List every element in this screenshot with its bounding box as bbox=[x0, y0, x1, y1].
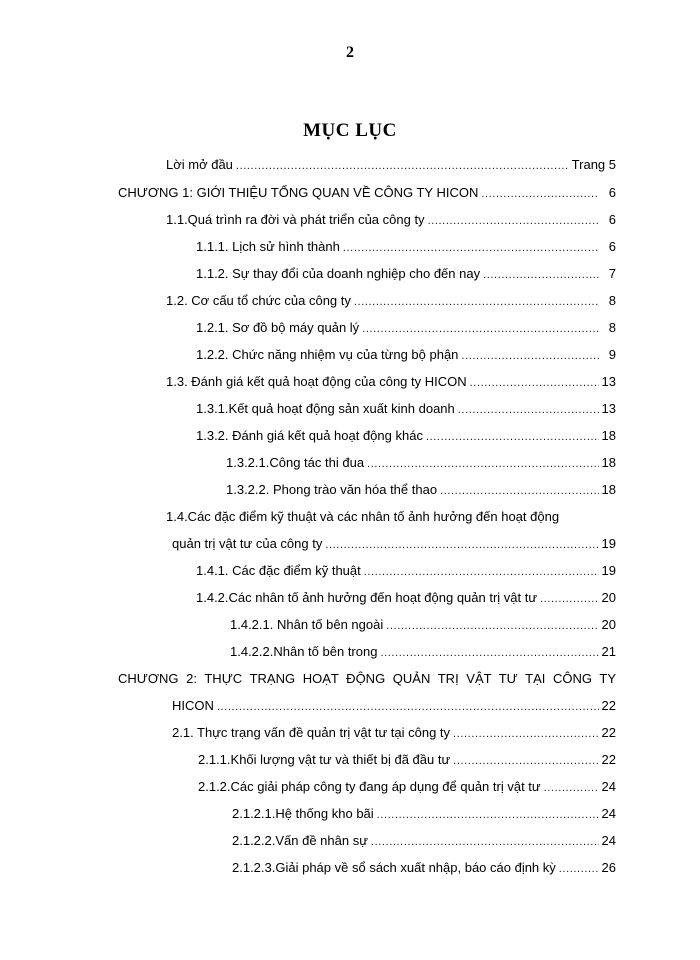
dot-leader bbox=[217, 698, 599, 716]
dot-leader bbox=[453, 725, 598, 743]
toc-entry-page: 6 bbox=[608, 239, 616, 254]
toc-entry-label: 2.1.2.3.Giải pháp về sổ sách xuất nhập, báo cáo định kỳ bbox=[232, 860, 556, 875]
dot-leader bbox=[544, 779, 599, 797]
toc-entry-page: 13 bbox=[601, 401, 616, 416]
toc-entry-page: 18 bbox=[601, 482, 616, 497]
dot-leader bbox=[367, 455, 598, 473]
toc-entry-label: 1.1.1. Lịch sử hình thành bbox=[196, 239, 340, 254]
dot-leader bbox=[461, 347, 599, 365]
toc-entry-1-4-1[interactable] bbox=[196, 562, 616, 581]
dot-leader bbox=[453, 752, 598, 770]
toc-entry-page: Trang 5 bbox=[571, 157, 616, 172]
toc-entry-label: quản trị vật tư của công ty bbox=[172, 536, 323, 551]
toc-entry-1-3[interactable] bbox=[166, 373, 616, 392]
toc-entry-1-1[interactable] bbox=[166, 211, 616, 230]
dot-leader bbox=[325, 536, 598, 554]
toc-entry-2-1-2-2[interactable] bbox=[232, 832, 616, 851]
toc-entry-page: 22 bbox=[601, 698, 616, 713]
dot-leader bbox=[380, 644, 598, 662]
toc-entry-label: HICON bbox=[172, 698, 214, 713]
dot-leader bbox=[236, 157, 569, 175]
toc-entry-2-1[interactable] bbox=[172, 724, 616, 743]
toc-entry-intro[interactable] bbox=[166, 156, 616, 175]
dot-leader bbox=[371, 833, 599, 851]
toc-entry-page: 18 bbox=[601, 428, 616, 443]
table-of-contents bbox=[0, 150, 700, 890]
toc-entry-page: 20 bbox=[601, 590, 616, 605]
dot-leader bbox=[426, 428, 599, 446]
dot-leader bbox=[470, 374, 599, 392]
toc-entry-label: 2.1.2.2.Vấn đề nhân sự bbox=[232, 833, 368, 848]
toc-entry-page: 20 bbox=[601, 617, 616, 632]
toc-entry-label: CHƯƠNG 1: GIỚI THIỆU TỔNG QUAN VỀ CÔNG TY HICON bbox=[118, 185, 479, 200]
dot-leader bbox=[343, 239, 599, 257]
toc-entry-2-1-1[interactable] bbox=[198, 751, 616, 770]
toc-entry-page: 18 bbox=[601, 455, 616, 470]
toc-entry-page: 19 bbox=[601, 536, 616, 551]
dot-leader bbox=[428, 212, 599, 230]
dot-leader bbox=[458, 401, 599, 419]
toc-entry-page: 6 bbox=[608, 185, 616, 200]
toc-entry-label: 1.3.2.2. Phong trào văn hóa thể thao bbox=[226, 482, 438, 497]
dot-leader bbox=[386, 617, 598, 635]
toc-entry-label: 2.1. Thực trạng vấn đề quản trị vật tư tại công ty bbox=[172, 725, 451, 740]
toc-entry-chapter-1[interactable] bbox=[118, 184, 616, 203]
toc-entry-label: 1.4.1. Các đặc điểm kỹ thuật bbox=[196, 563, 361, 578]
toc-entry-label: 1.2.2. Chức năng nhiệm vụ của từng bộ phận bbox=[196, 347, 459, 362]
toc-entry-1-2-1[interactable] bbox=[196, 319, 616, 338]
toc-entry-1-3-2-1[interactable] bbox=[226, 454, 616, 473]
toc-entry-chapter-2-line1[interactable]: CHƯƠNG 2: THỰC TRẠNG HOẠT ĐỘNG QUẢN TRỊ VẬT TƯ TẠI CÔNG TY bbox=[118, 671, 616, 686]
toc-entry-label: 1.3.1.Kết quả hoạt động sản xuất kinh doanh bbox=[196, 401, 455, 416]
toc-entry-2-1-2-3[interactable] bbox=[232, 859, 616, 878]
toc-entry-page: 21 bbox=[601, 644, 616, 659]
toc-entry-page: 24 bbox=[601, 833, 616, 848]
toc-entry-label: 1.1.Quá trình ra đời và phát triển của công ty bbox=[166, 212, 425, 227]
toc-entry-label: 2.1.1.Khối lượng vật tư và thiết bị đã đầu tư bbox=[198, 752, 451, 767]
toc-entry-label: Lời mở đầu bbox=[166, 157, 233, 172]
page-title: MỤC LỤC bbox=[303, 120, 397, 141]
dot-leader bbox=[483, 266, 599, 284]
toc-entry-label: 1.3. Đánh giá kết quả hoạt động của công ty HICON bbox=[166, 374, 467, 389]
toc-entry-page: 8 bbox=[608, 320, 616, 335]
toc-entry-label: 1.1.2. Sự thay đổi của doanh nghiệp cho đến nay bbox=[196, 266, 481, 281]
toc-entry-1-4-2[interactable] bbox=[196, 589, 616, 608]
dot-leader bbox=[377, 806, 599, 824]
toc-entry-2-1-2[interactable] bbox=[198, 778, 616, 797]
toc-entry-2-1-2-1[interactable] bbox=[232, 805, 616, 824]
toc-entry-page: 7 bbox=[608, 266, 616, 281]
toc-entry-page: 13 bbox=[601, 374, 616, 389]
toc-entry-page: 8 bbox=[608, 293, 616, 308]
toc-entry-chapter-2[interactable] bbox=[172, 697, 616, 716]
dot-leader bbox=[540, 590, 598, 608]
toc-entry-page: 26 bbox=[601, 860, 616, 875]
toc-entry-label: 1.2. Cơ cấu tổ chức của công ty bbox=[166, 293, 351, 308]
toc-entry-page: 24 bbox=[601, 806, 616, 821]
toc-entry-1-3-1[interactable] bbox=[196, 400, 616, 419]
toc-entry-label: 1.4.2.Các nhân tố ảnh hưởng đến hoạt động quản trị vật tư bbox=[196, 590, 538, 605]
toc-entry-1-2-2[interactable] bbox=[196, 346, 616, 365]
dot-leader bbox=[440, 482, 598, 500]
page-number: 2 bbox=[346, 44, 354, 61]
dot-leader bbox=[559, 860, 599, 878]
toc-entry-page: 19 bbox=[601, 563, 616, 578]
toc-entry-label: 1.4.2.1. Nhân tố bên ngoài bbox=[230, 617, 384, 632]
toc-entry-1-4[interactable] bbox=[172, 535, 616, 554]
toc-entry-1-3-2[interactable] bbox=[196, 427, 616, 446]
toc-entry-label: 1.3.2. Đánh giá kết quả hoạt động khác bbox=[196, 428, 423, 443]
toc-entry-1-4-line1[interactable]: 1.4.Các đặc điểm kỹ thuật và các nhân tố ảnh hưởng đến hoạt động bbox=[166, 509, 560, 524]
dot-leader bbox=[481, 185, 599, 203]
toc-entry-1-1-1[interactable] bbox=[196, 238, 616, 257]
toc-entry-1-4-2-1[interactable] bbox=[230, 616, 616, 635]
toc-entry-1-2[interactable] bbox=[166, 292, 616, 311]
toc-entry-page: 24 bbox=[601, 779, 616, 794]
toc-entry-1-1-2[interactable] bbox=[196, 265, 616, 284]
toc-entry-page: 22 bbox=[601, 725, 616, 740]
dot-leader bbox=[354, 293, 599, 311]
toc-entry-1-4-2-2[interactable] bbox=[230, 643, 616, 662]
toc-entry-page: 22 bbox=[601, 752, 616, 767]
dot-leader bbox=[364, 563, 599, 581]
toc-entry-1-3-2-2[interactable] bbox=[226, 481, 616, 500]
toc-entry-page: 6 bbox=[608, 212, 616, 227]
toc-entry-page: 9 bbox=[608, 347, 616, 362]
toc-entry-label: 1.4.2.2.Nhân tố bên trong bbox=[230, 644, 378, 659]
toc-entry-label: 1.3.2.1.Công tác thi đua bbox=[226, 455, 365, 470]
toc-entry-label: 2.1.2.Các giải pháp công ty đang áp dụng để quản trị vật tư bbox=[198, 779, 541, 794]
toc-entry-label: 2.1.2.1.Hệ thống kho bãi bbox=[232, 806, 374, 821]
toc-entry-label: 1.2.1. Sơ đồ bộ máy quản lý bbox=[196, 320, 360, 335]
dot-leader bbox=[362, 320, 599, 338]
